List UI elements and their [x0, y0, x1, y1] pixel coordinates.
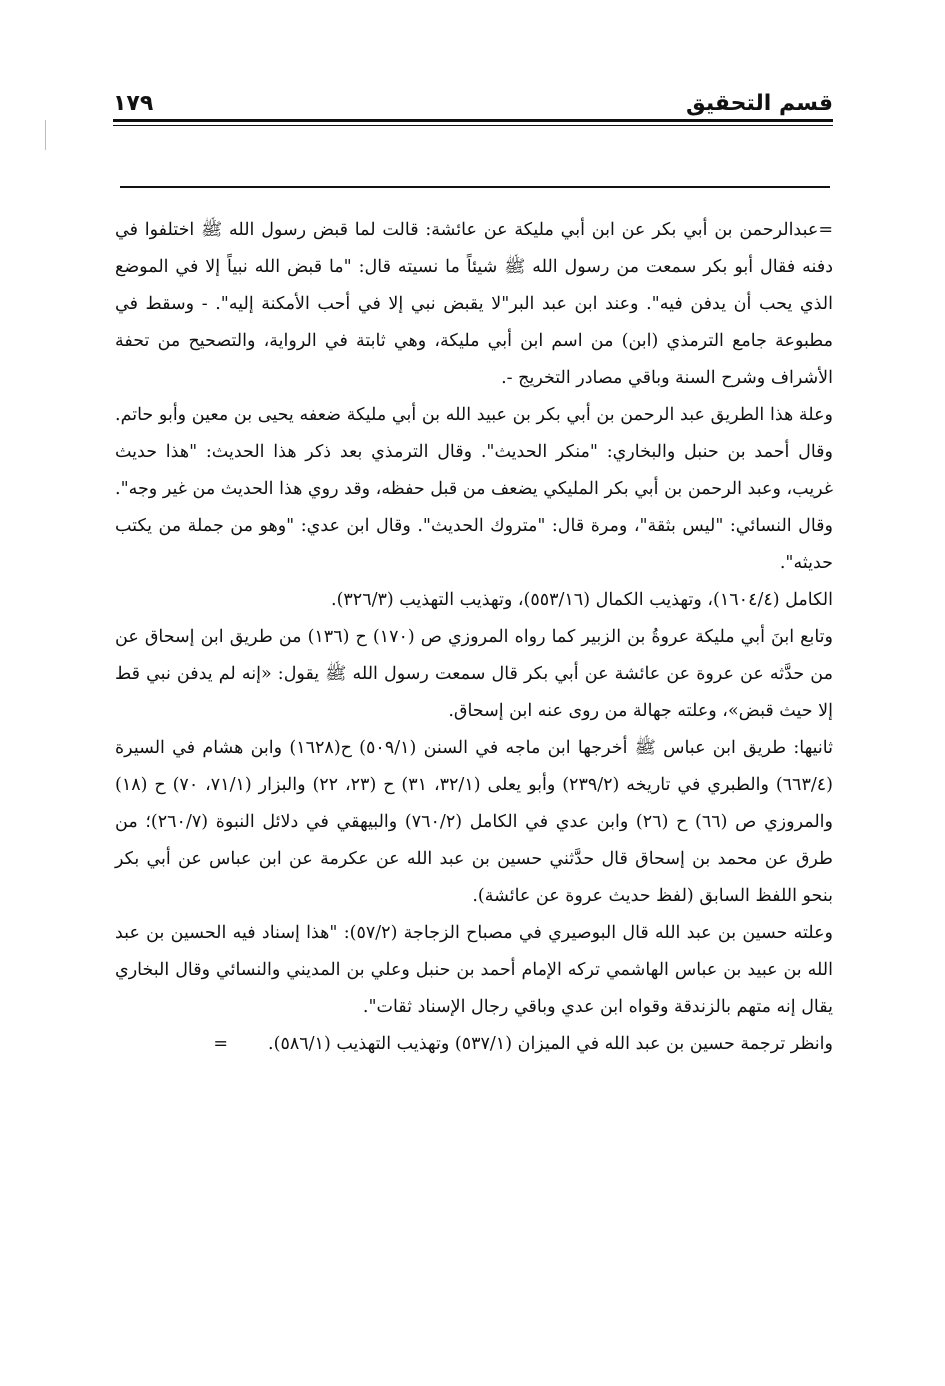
footnote-paragraph: وعلة هذا الطريق عبد الرحمن بن أبي بكر بن عبيد الله بن أبي مليكة ضعفه يحيى بن معين وأبو حاتم. وقال أحمد بن حنبل والبخاري: "منكر الحديث". وقال الترمذي بعد ذكر هذا الحديث: "هذا حديث غريب، وعبد الرحمن بن أبي بكر المليكي يضعف من قبل حفظه، وقد روي هذا الحديث من غير وجه". وقال النسائي: "ليس بثقة"، ومرة قال: "متروك الحديث". وقال ابن عدي: "وهو من جملة من يكتب حديثه".: [115, 405, 833, 573]
page-header: [113, 82, 833, 118]
footnote-paragraph: وتابع ابنَ أبي مليكة عروةُ بن الزبير كما رواه المروزي ص (١٧٠) ح (١٣٦) من طريق ابن إسحاق عن من حدَّثه عن عروة عن عائشة عن أبي بكر قال سمعت رسول الله ﷺ يقول: «إنه لم يدفن نبي قط إلا حيث قبض»، وعلته جهالة من روى عنه ابن إسحاق.: [115, 627, 834, 721]
continuation-mark: =: [213, 1034, 229, 1054]
footnote-body: [115, 212, 833, 1063]
scan-margin-mark: [45, 120, 46, 150]
footnote-paragraph: الكامل (١٦٠٤/٤)، وتهذيب الكمال (٥٥٣/١٦)، وتهذيب التهذيب (٣٢٦/٣).: [331, 590, 833, 610]
footnote-separator: [120, 186, 830, 188]
footnote-paragraph-last: [115, 1026, 833, 1063]
page-number: ١٧٩: [113, 91, 154, 116]
footnote-paragraph: =عبدالرحمن بن أبي بكر عن ابن أبي مليكة عن عائشة: قالت لما قبض رسول الله ﷺ اختلفوا في دفنه فقال أبو بكر سمعت من رسول الله ﷺ شيئاً ما نسيته قال: "ما قبض الله نبياً إلا في الموضع الذي يحب أن يدفن فيه". وعند ابن عبد البر"لا يقبض نبي إلا في أحب الأمكنة إليه". - وسقط في مطبوعة جامع الترمذي (ابن) من اسم ابن أبي مليكة، وهي ثابتة في الرواية، والتصحيح من تحفة الأشراف وشرح السنة وباقي مصادر التخريج -.: [115, 220, 833, 388]
footnote-paragraph: ثانيها: طريق ابن عباس ﷺ أخرجها ابن ماجه في السنن (٥٠٩/١) ح(١٦٢٨) وابن هشام في السيرة (٦٦٣/٤) والطبري في تاريخه (٢٣٩/٢) وأبو يعلى (٣٢/١، ٣١) ح (٢٣، ٢٢) والبزار (٧١/١، ٧٠) ح (١٨) والمروزي ص (٦٦) ح (٢٦) وابن عدي في الكامل (٧٦٠/٢) والبيهقي في دلائل النبوة (٢٦٠/٧)؛ من طرق عن محمد بن إسحاق قال حدَّثني حسين بن عبد الله عن عكرمة عن ابن عباس عن أبي بكر بنحو اللفظ السابق (لفظ حديث عروة عن عائشة).: [115, 738, 834, 906]
header-rule: [113, 119, 833, 122]
section-title: قسم التحقيق: [686, 91, 833, 116]
footnote-last-text: وانظر ترجمة حسين بن عبد الله في الميزان (٥٣٧/١) وتهذيب التهذيب (٥٨٦/١).: [268, 1034, 833, 1054]
footnote-paragraph: وعلته حسين بن عبد الله قال البوصيري في مصباح الزجاجة (٥٧/٢): "هذا إسناد فيه الحسين بن عبد الله بن عبيد بن عباس الهاشمي تركه الإمام أحمد بن حنبل وعلي بن المديني والنسائي وقال البخاري يقال إنه متهم بالزندقة وقواه ابن عدي وباقي رجال الإسناد ثقات".: [115, 923, 833, 1017]
header-rule-thin: [113, 125, 833, 126]
